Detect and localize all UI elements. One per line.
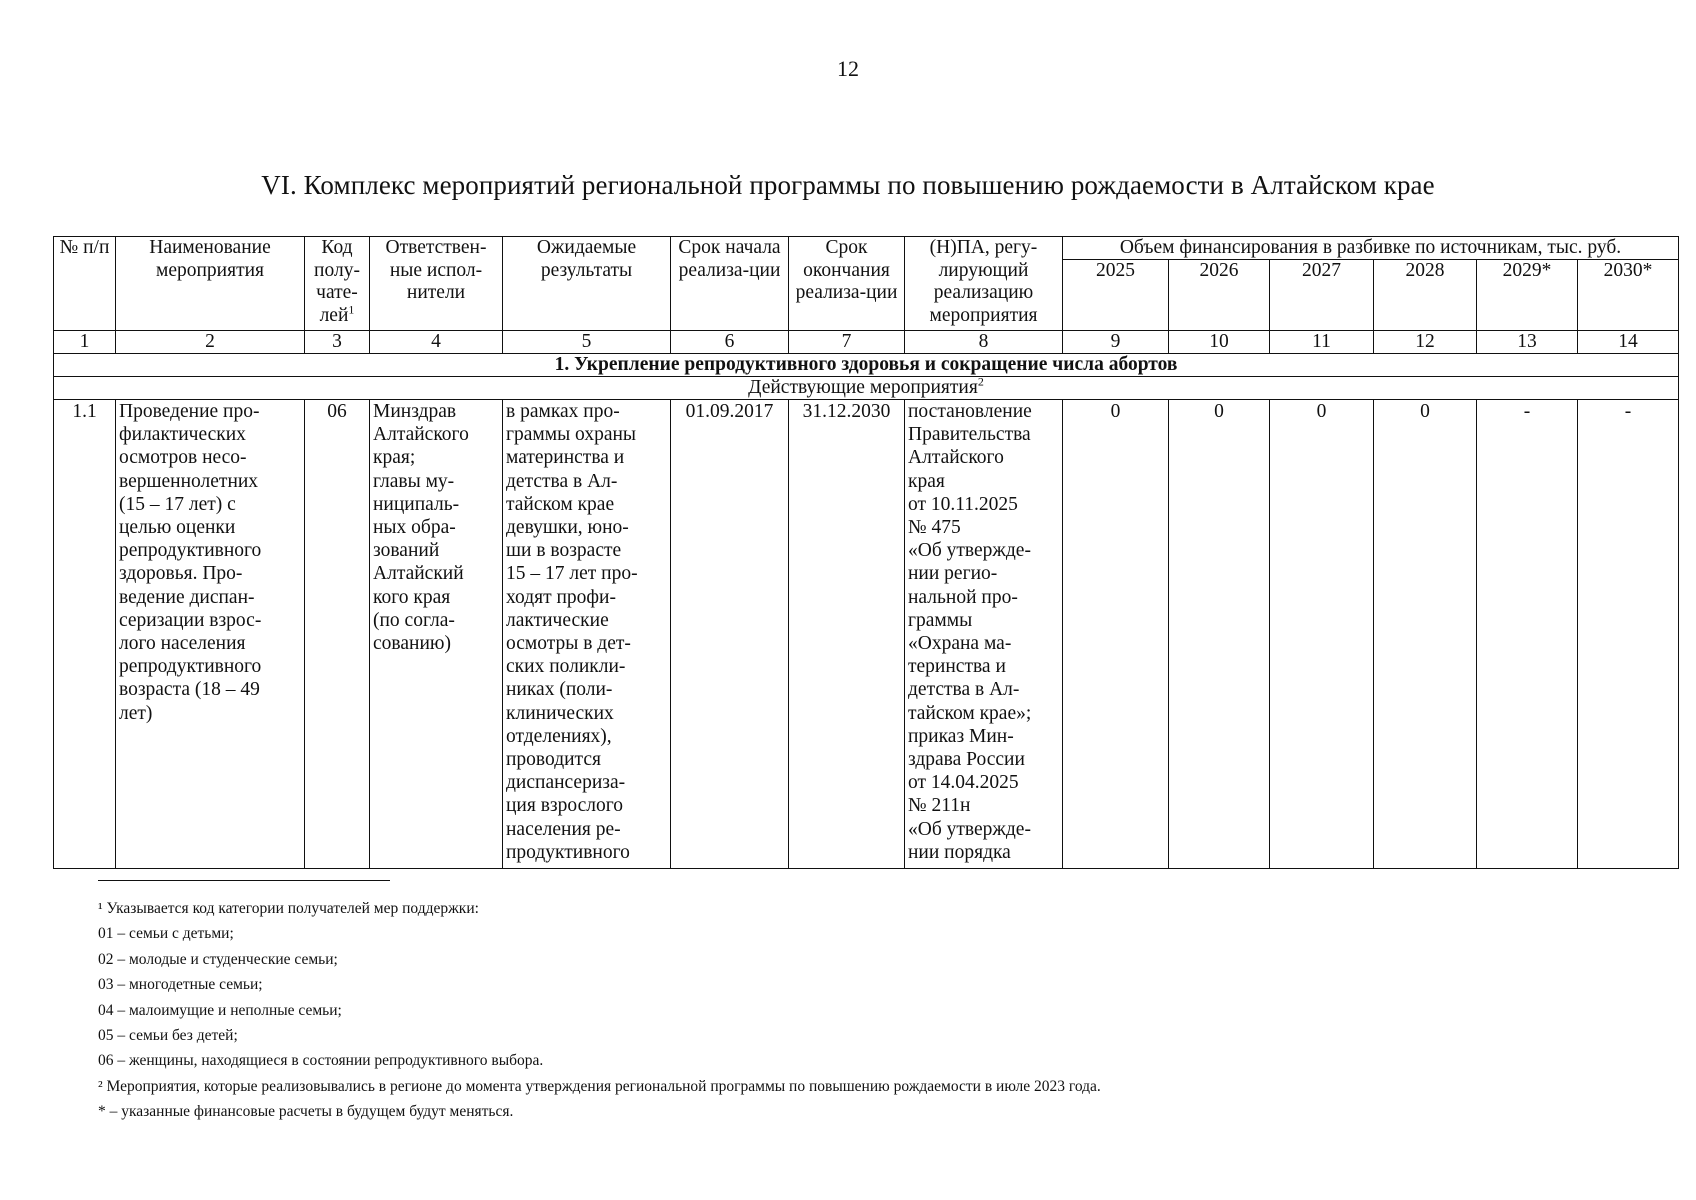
column-number: 9 (1063, 331, 1169, 354)
header-end: Срок окончания реализа-ции (789, 237, 905, 331)
row-npa: постановление Правительства Алтайского края от 10.11.2025 № 475 «Об утвержде- нии регио- нальной про- граммы «Охрана ма- теринства и детства в Ал- тайском крае»; приказ Мин- здрава России от 14.04.2025 № 211н «Об утвержде- нии порядка (905, 400, 1063, 869)
footnotes (98, 896, 1658, 1125)
header-start: Срок начала реализа-ции (671, 237, 789, 331)
row-financing-2026: 0 (1169, 400, 1270, 869)
row-num: 1.1 (54, 400, 116, 869)
column-number: 12 (1374, 331, 1477, 354)
column-number: 11 (1270, 331, 1374, 354)
column-number-row (54, 331, 1679, 354)
events-table (53, 236, 1679, 869)
header-num: № п/п (54, 237, 116, 331)
header-results: Ожидаемые результаты (503, 237, 671, 331)
footnote-line: 02 – молодые и студенческие семьи; (98, 950, 338, 968)
footnote-line: ² Мероприятия, которые реализовывались в регионе до момента утверждения региональной программы по повышению рождаемости в июле 2023 года. (98, 1077, 1101, 1095)
row-end-date: 31.12.2030 (789, 400, 905, 869)
section-heading: 1. Укрепление репродуктивного здоровья и сокращение числа абортов (54, 354, 1679, 377)
header-code-text: Код полу-чате-лей (314, 237, 360, 326)
column-number: 13 (1477, 331, 1578, 354)
row-financing-2025: 0 (1063, 400, 1169, 869)
page-number: 12 (837, 56, 859, 81)
footnote-line: * – указанные финансовые расчеты в будущем будут меняться. (98, 1103, 514, 1121)
footnote-line: ¹ Указывается код категории получателей мер поддержки: (98, 900, 479, 917)
subsection-footnote-mark: 2 (977, 376, 984, 389)
footnote-line: 03 – многодетные семьи; (98, 976, 263, 994)
footnote-line: 05 – семьи без детей; (98, 1027, 238, 1045)
header-financing: Объем финансирования в разбивке по источникам, тыс. руб. (1063, 237, 1679, 260)
subsection-row (54, 377, 1679, 400)
section-row (54, 354, 1679, 377)
row-financing-2027: 0 (1270, 400, 1374, 869)
column-number: 5 (503, 331, 671, 354)
column-number: 1 (54, 331, 116, 354)
header-name: Наименование мероприятия (116, 237, 305, 331)
row-responsible: Минздрав Алтайского края; главы му- ниципаль- ных обра- зований Алтайский кого края (по согла- сованию) (370, 400, 503, 869)
header-row-top (54, 237, 1679, 260)
column-number: 3 (305, 331, 370, 354)
footnote-line: 04 – малоимущие и неполные семьи; (98, 1001, 342, 1019)
footnote-line: 06 – женщины, находящиеся в состоянии репродуктивного выбора. (98, 1052, 544, 1070)
column-number: 10 (1169, 331, 1270, 354)
column-number: 6 (671, 331, 789, 354)
table-row (54, 400, 1679, 869)
row-start-date: 01.09.2017 (671, 400, 789, 869)
header-year-2027: 2027 (1270, 260, 1374, 331)
row-results: в рамках про- граммы охраны материнства и детства в Ал- тайском крае девушки, юно- ши в возрасте 15 – 17 лет про- ходят профи- лактические осмотры в дет- ских поликли- никах (поли- клинических отделениях), проводится диспансериза- ция взрослого населения ре- продуктивного (503, 400, 671, 869)
header-year-2026: 2026 (1169, 260, 1270, 331)
row-financing-2028: 0 (1374, 400, 1477, 869)
row-financing-2030: - (1578, 400, 1679, 869)
header-responsible: Ответствен-ные испол-нители (370, 237, 503, 331)
column-number: 14 (1578, 331, 1679, 354)
header-code (305, 237, 370, 331)
header-year-2028: 2028 (1374, 260, 1477, 331)
column-number: 8 (905, 331, 1063, 354)
header-year-2025: 2025 (1063, 260, 1169, 331)
row-name: Проведение про- филактических осмотров несо- вершеннолетних (15 – 17 лет) с целью оценки репродуктивного здоровья. Про- ведение диспан- серизации взрос- лого населения репродуктивного возраста (18 – 49 лет) (116, 400, 305, 869)
header-code-footnote-mark: 1 (348, 302, 355, 316)
footnote-divider (98, 880, 390, 881)
row-code: 06 (305, 400, 370, 869)
column-number: 2 (116, 331, 305, 354)
subsection-heading-text: Действующие мероприятия (748, 377, 978, 398)
column-number: 7 (789, 331, 905, 354)
subsection-heading (54, 377, 1679, 400)
row-financing-2029: - (1477, 400, 1578, 869)
header-year-2030: 2030* (1578, 260, 1679, 331)
header-npa: (Н)ПА, регу-лирующий реализацию мероприятия (905, 237, 1063, 331)
header-year-2029: 2029* (1477, 260, 1578, 331)
footnote-line: 01 – семьи с детьми; (98, 925, 234, 943)
column-number: 4 (370, 331, 503, 354)
page-title: VI. Комплекс мероприятий региональной программы по повышению рождаемости в Алтайском крае (261, 170, 1435, 200)
